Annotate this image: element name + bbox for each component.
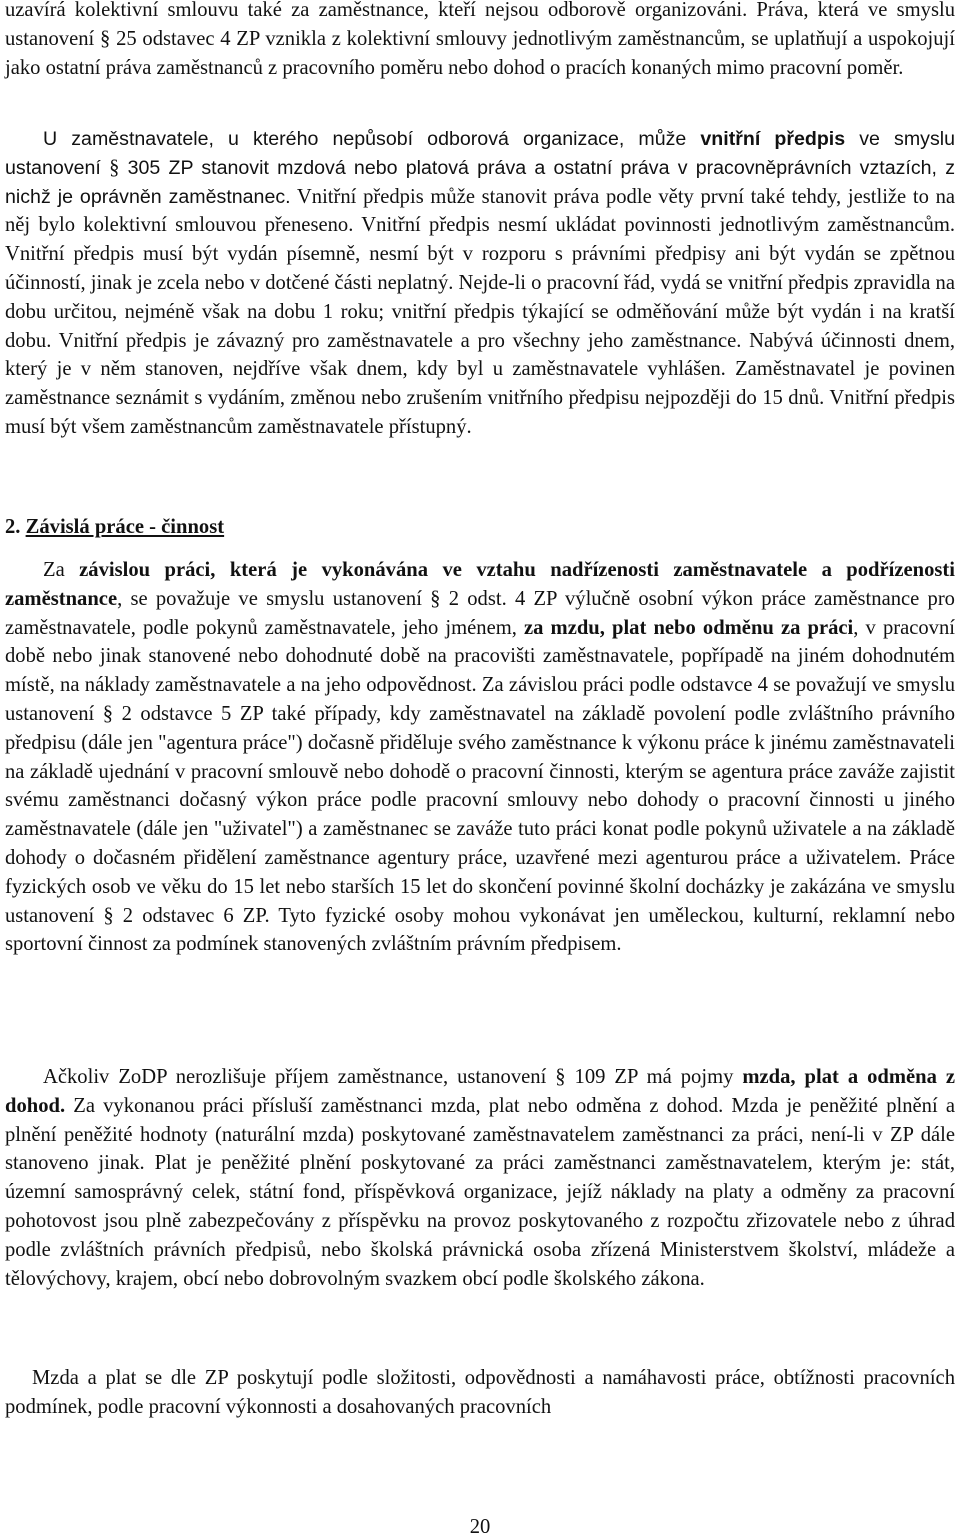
text-run: 25 odstavec 4 ZP vznikla z kolektivní smlouvy jednotlivým zaměstnancům, se uplatňují a uspokojují jako ostatní práva zaměstnanců z pracovního poměru nebo dohod o pracích konaných mimo pracovní poměr. [5,27,955,79]
text-run: 2 odstavce 5 ZP také případy, kdy zaměstnavatel na základě povolení podle zvláštního právního předpisu (dále jen "agentura práce") dočasně přiděluje svého zaměstnance k výkonu práce k jinému zaměstnavateli na základě ujednání v pracovní smlouvě nebo dohodě o pracovní činnosti, kterým se agentura práce zaváže zajistit svému zaměstnanci dočasný výkon práce podle pracovní smlouvy nebo dohody o pracovní činnosti u jiného zaměstnavatele (dále jen "uživatel") a zaměstnanec se zaváže tuto práci konat podle pokynů uživatele a na základě dohody o dočasném přidělení zaměstnance agentury práce, uzavřené mezi agenturou práce a uživatelem. Práce fyzických osob ve věku do 15 let nebo starších 15 let do skončení povinné školní docházky je zakázána ve smyslu ustanovení [5,702,955,927]
section-sign: § [555,1066,566,1088]
paragraph-dependent-work [5,556,955,959]
section-title: Závislá práce - činnost [25,516,225,538]
text-run: Mzda a plat se dle ZP poskytují podle složitosti, odpovědnosti a namáhavosti práce, obtížnosti pracovních podmínek, podle pracovní výkonnosti a dosahovaných pracovních [5,1367,955,1418]
section-number: 2. [5,516,21,538]
section-heading [5,513,224,542]
page-number: 20 [469,1516,491,1538]
section-sign: § [100,27,111,50]
paragraph-wage-salary [5,1063,955,1293]
section-sign: § [102,702,114,725]
section-sign: § [109,156,120,179]
text-run: Za [43,559,80,581]
text-run: U zaměstnavatele, u kterého nepůsobí odborová organizace, může [43,128,701,150]
text-run: 305 ZP stanovit mzdová nebo platová práva a ostatní práva v pracovněprávních vztazích, z nichž je oprávněn zaměstnanec. [5,156,955,208]
text-run: Za vykonanou práci přísluší zaměstnanci mzda, plat nebo odměna z dohod. Mzda je peněžité plnění a plnění peněžité hodnoty (naturální mzda) poskytované zaměstnavatelem zaměstnanci za práci, není-li v ZP dále stanoveno jinak. Plat je peněžité plnění poskytované za práci zaměstnanci zaměstnavatelem, kterým je: stát, územní samosprávný celek, státní fond, příspěvková organizace, jejíž náklady na platy a odměny za pracovní pohotovost jsou plně zabezpečovány z příspěvku na provoz poskytovaného z rozpočtu zřizovatele nebo z úhrad podle zvláštních právních předpisů, nebo školská právnická osoba zřízená Ministerstvem školství, mládeže a tělovýchovy, krajem, obcí nebo dobrovolným svazkem obcí podle školského zákona. [5,1094,955,1290]
text-run: 2 odst. 4 ZP výlučně osobní výkon práce zaměstnance pro zaměstnavatele, podle pokynů zaměstnavatele, jeho jménem, [5,587,955,639]
text-run: Ačkoliv ZoDP nerozlišuje příjem zaměstnance, ustanovení [43,1066,556,1088]
bold-term: za mzdu, plat nebo odměnu za práci [524,616,854,639]
section-sign: § [103,904,114,927]
text-run: , se považuje ve smyslu ustanovení [117,587,431,610]
text-run: 2 odstavec 6 ZP. Tyto fyzické osoby mohou vykonávat jen uměleckou, kulturní, reklamní nebo sportovní činnost za podmínek stanovených zvláštním právním předpisem. [5,904,956,956]
text-run: ve smyslu ustanovení [5,128,956,179]
section-sign: § [430,587,441,610]
paragraph-wage-criteria [5,1364,955,1422]
bold-term: závislou práci, která je vykonávána ve vztahu nadřízenosti zaměstnavatele a podřízenosti zaměstnance [5,559,956,610]
text-run: 109 ZP má pojmy [565,1066,743,1088]
text-run: , v pracovní době nebo jinak stanovené nebo dohodnuté době na pracovišti zaměstnavatele, popřípadě na jiném dohodnutém místě, na náklady zaměstnavatele a na jeho odpovědnost. Za závislou práci podle odstavce 4 se považují ve smyslu ustanovení [5,616,955,725]
bold-term: mzda, plat a odměna z dohod. [5,1066,955,1117]
paragraph-internal-regulation [5,125,955,442]
text-run: Vnitřní předpis může stanovit práva podle věty první také tehdy, jestliže to na něj bylo kolektivní smlouvou přeneseno. Vnitřní předpis nesmí ukládat povinnosti jednotlivým zaměstnancům. Vnitřní předpis musí být vydán písemně, nesmí být v rozporu s právními předpisy ani být vydán se zpětnou účinností, jinak je zcela nebo v dotčené části neplatný. Nejde-li o pracovní řád, vydá se vnitřní předpis zpravidla na dobu určitou, nejméně však na dobu 1 roku; vnitřní předpis týkající se odměňování může být vydán i na kratší dobu. Vnitřní předpis je závazný pro zaměstnavatele a pro všechny jeho zaměstnance. Nabývá účinnosti dnem, který je v něm stanoven, nejdříve však dnem, kdy byl u zaměstnavatele vyhlášen. Zaměstnavatel je povinen zaměstnance seznámit s vydáním, změnou nebo zrušením vnitřního předpisu nejpozději do 15 dnů. Vnitřní předpis musí být všem zaměstnancům zaměstnavatele přístupný. [5,185,956,438]
text-run: uzavírá kolektivní smlouvu také za zaměstnance, kteří nejsou odborově organizováni. Práva, která ve smyslu ustanovení [5,0,955,50]
bold-term: vnitřní předpis [700,128,846,150]
paragraph-collective-agreement [5,0,955,82]
